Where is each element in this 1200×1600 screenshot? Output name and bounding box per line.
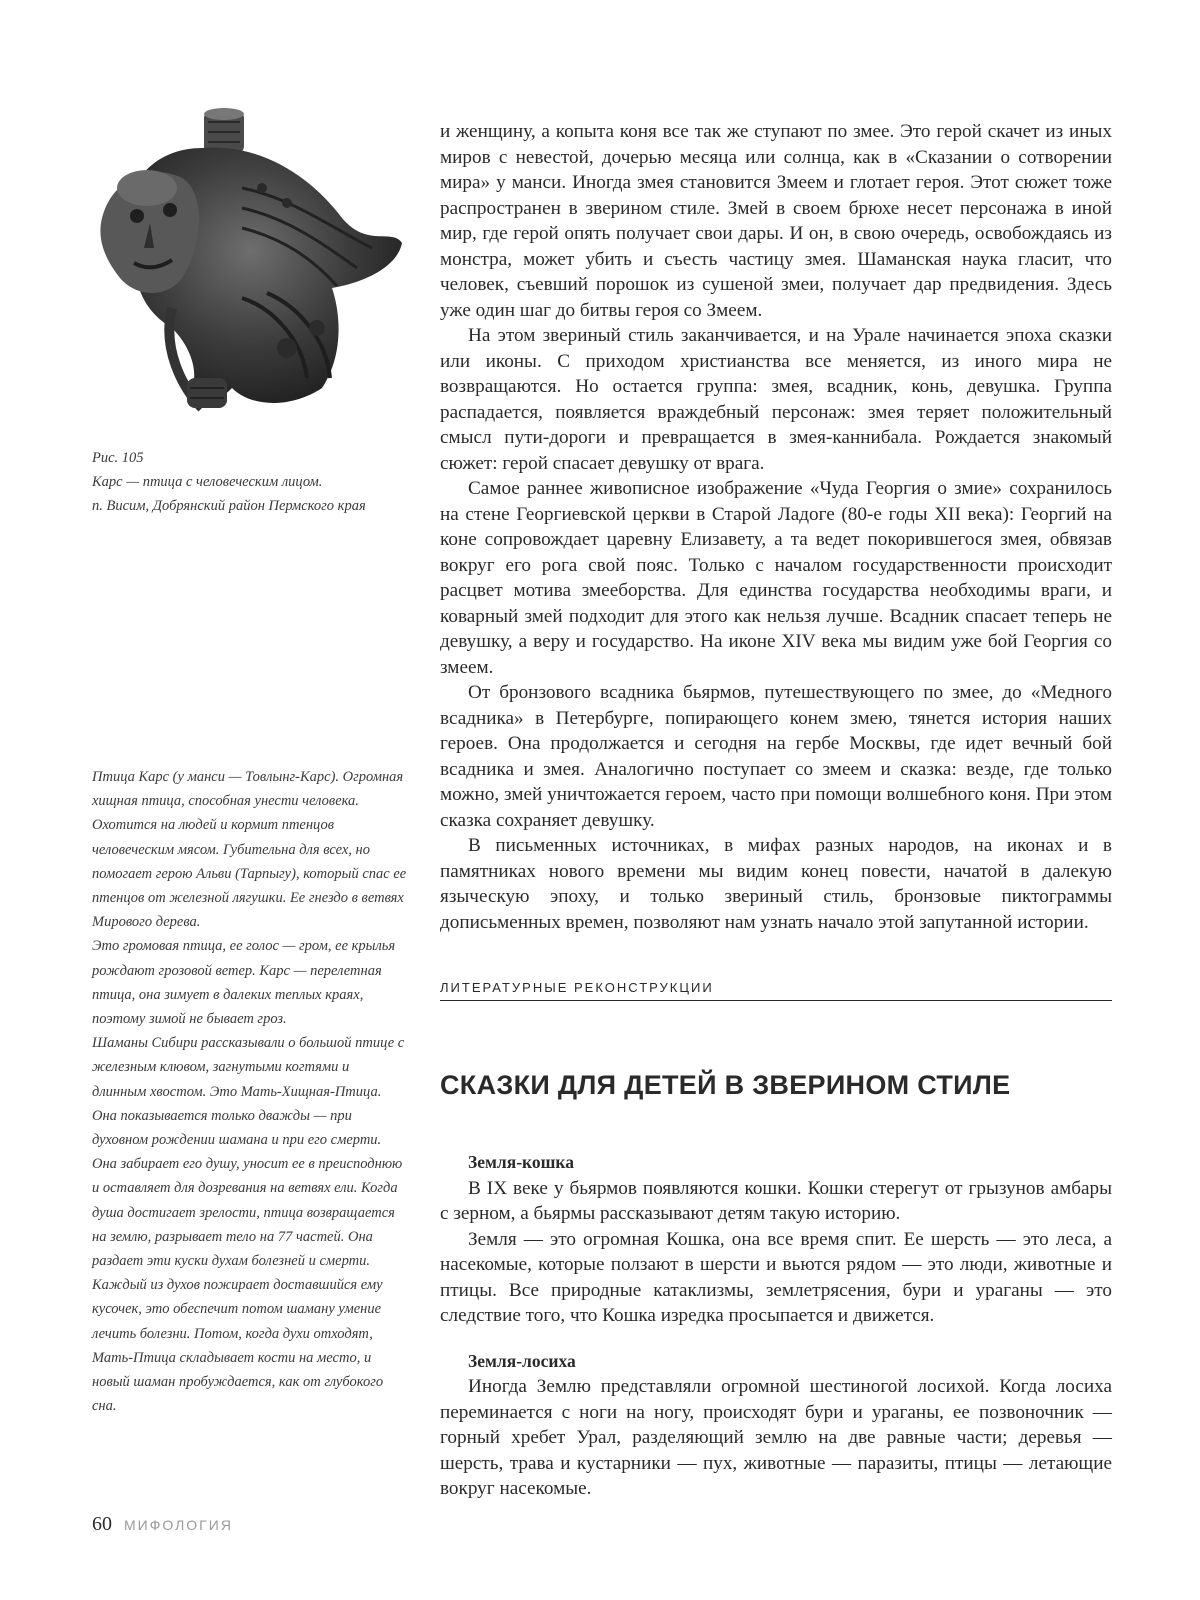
- page-footer: [92, 1513, 233, 1536]
- story-heading: Земля-кошка: [468, 1152, 574, 1172]
- section-label: ЛИТЕРАТУРНЫЕ РЕКОНСТРУКЦИИ: [440, 980, 1112, 1001]
- body-paragraph: В письменных источниках, в мифах разных народов, на иконах и в памятниках нового времени мы видим конец повести, начатой в далекую языческую эпоху, и только звериный стиль, бронзовые пиктограммы дописьменных времен, позволяют нам узнать начало этой запутанной истории.: [440, 835, 1112, 933]
- sidebar-paragraph: Шаманы Сибири рассказывали о большой птице с железным клювом, загнутыми когтями и длинным хвостом. Это Мать-Хищная-Птица. Она показывается только дважды — при духовном рождении шамана и при его смерти. Она забирает его душу, уносит ее в преисподнюю и оставляет для дозревания на ветвях ели. Когда душа достигает зрелости, птица возвращается на землю, разрывает тело на 77 частей. Она раздает эти куски духам болезней и смерти. Каждый из духов пожирает доставшийся ему кусочек, это обеспечит потом шаману умение лечить болезни. Потом, когда духи отходят, Мать-Птица складывает кости на место, и новый шаман пробуждается, как от глубокого сна.: [92, 1035, 405, 1415]
- sidebar-paragraph: Это громовая птица, ее голос — гром, ее крылья рождают грозовой ветер. Карс — перелетная птица, она зимует в далеких теплых краях, поэтому зимой не бывает гроз.: [92, 938, 396, 1028]
- figure-label: Рис. 105: [92, 450, 144, 466]
- figure-caption-title: Карс — птица с человеческим лицом.: [92, 474, 323, 490]
- story-heading: Земля-лосиха: [468, 1350, 576, 1371]
- section-title: СКАЗКИ ДЛЯ ДЕТЕЙ В ЗВЕРИНОМ СТИЛЕ: [440, 1070, 1011, 1100]
- figure-caption-location: п. Висим, Добрянский район Пермского края: [92, 498, 366, 514]
- story-paragraph: Земля — это огромная Кошка, она все время спит. Ее шерсть — это леса, а насекомые, которые ползают в шерсти и вьются рядом — это люди, животные и птицы. Все природные катаклизмы, землетрясения, бури и ураганы — это следствие того, что Кошка изредка просыпается и движется.: [440, 1228, 1112, 1326]
- story-paragraph: В IX веке у бьярмов появляются кошки. Кошки стерегут от грызунов амбары с зерном, а бьярмы рассказывают детям такую историю.: [440, 1177, 1112, 1224]
- body-paragraph: На этом звериный стиль заканчивается, и на Урале начинается эпоха сказки или иконы. С приходом христианства все меняется, из иного мира не возвращаются. Но остается группа: змея, всадник, конь, девушка. Группа распадается, появляется враждебный персонаж: змея теряет положительный смысл пути-дороги и превращается в змея-каннибала. Рождается знакомый сюжет: герой спасает девушку от врага.: [440, 325, 1112, 474]
- figure-caption: [92, 446, 412, 518]
- body-paragraph: и женщину, а копыта коня все так же ступают по змее. Это герой скачет из иных миров с невестой, дочерью месяца или солнца, как в «Сказании о сотворении мира» у манси. Иногда змея становится Змеем и глотает героя. Этот сюжет тоже распространен в зверином стиле. Змей в своем брюхе несет персонажа в иной мир, где герой опять получает свои дары. И он, в свою очередь, освобождаясь из монстра, может убить и съесть частицу змея. Шаманская наука гласит, что человек, съевший порошок из сушеной змеи, получает дар предвидения. Здесь уже один шаг до битвы героя со Змеем.: [440, 121, 1112, 321]
- page-number: 60: [92, 1513, 112, 1535]
- body-paragraph: От бронзового всадника бьярмов, путешествующего по змее, до «Медного всадника» в Петербурге, попирающего конем змею, тянется история наших героев. Она продолжается и сегодня на гербе Москвы, где идет вечный бой всадника и змея. Аналогично поступает со змеем и сказка: везде, где только можно, змей уничтожается героем, часто при помощи волшебного коня. При этом сказка сохраняет девушку.: [440, 682, 1112, 831]
- body-paragraph: Самое раннее живописное изображение «Чуда Георгия о змие» сохранилось на стене Георгиевской церкви в Старой Ладоге (80-е годы XII века): Георгий на коне сопровождает царевну Елизавету, а та ведет покорившегося змея, обвязав вокруг его рога свой пояс. Только с началом государственности происходит расцвет мотива змееборства. Для единства государства необходимы враги, и коварный змей подходит для этого как нельзя лучше. Всадник спасает теперь не девушку, а веру и государство. На иконе XIV века мы видим уже бой Георгия со змеем.: [440, 478, 1112, 678]
- story-spacer: [440, 1329, 1112, 1349]
- sidebar-note: [92, 765, 407, 1418]
- running-title: МИФОЛОГИЯ: [124, 1517, 233, 1533]
- sidebar-paragraph: Птица Карс (у манси — Товлынг-Карс). Огромная хищная птица, способная унести человека. Охотится на людей и кормит птенцов человеческим мясом. Губительна для всех, но помогает герою Альви (Тарпыгу), который спас ее птенцов от железной лягушки. Ее гнездо в ветвях Мирового дерева.: [92, 769, 407, 931]
- bronze-bird-figure-image: [92, 108, 407, 426]
- main-text: [440, 119, 1112, 935]
- stories-section: [440, 1150, 1112, 1502]
- story-paragraph: Иногда Землю представляли огромной шестиногой лосихой. Когда лосиха переминается с ноги на ногу, происходят бури и ураганы, ее позвоночник — горный хребет Урал, разделяющий землю на две равные части; деревья — шерсть, трава и кустарники — пух, животные — паразиты, птицы — летающие вокруг насекомые.: [440, 1376, 1112, 1499]
